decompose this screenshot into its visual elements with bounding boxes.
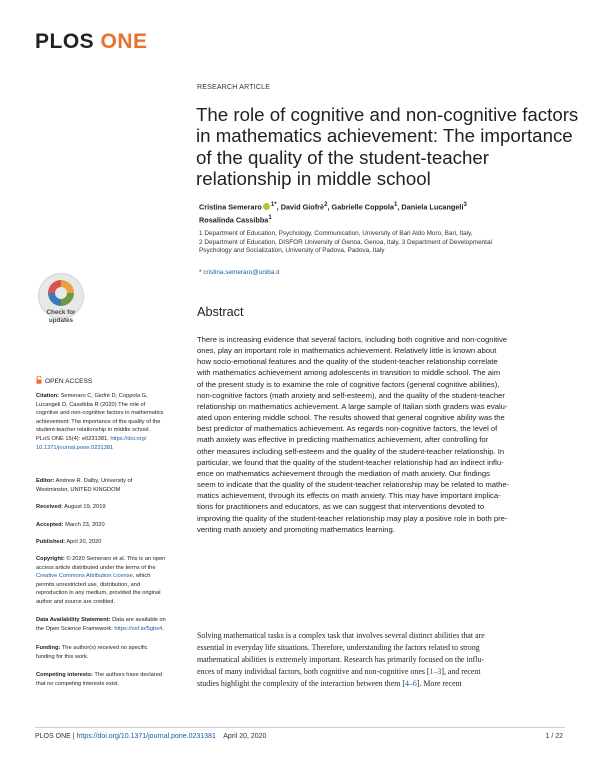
copyright-block	[36, 555, 166, 607]
article-type: RESEARCH ARTICLE	[197, 84, 271, 91]
abstract-line: ated upon entering middle school. The results showed that general cognitive ability was the	[197, 413, 505, 423]
competing-interests-block	[36, 671, 161, 688]
corresponding-email	[199, 269, 279, 276]
published-date	[36, 538, 161, 547]
body-line: ences of many individual factors, both cognitive and non-cognitive ones [	[197, 667, 430, 677]
received-date	[36, 503, 161, 512]
author-aff-sup: 1	[268, 214, 272, 222]
citation-text: Lucangeli D, Cassibba R (2020) The role of	[36, 401, 146, 408]
author-name[interactable]: Cristina Semeraro	[199, 202, 262, 212]
published-value: April 20, 2020	[65, 539, 102, 545]
received-value: August 19, 2019	[62, 504, 106, 510]
body-line: mathematical abilities is extremely important. Research has primarily focused on the influ-	[197, 655, 485, 665]
check-updates-line: updates	[48, 316, 74, 324]
abstract-line: non-cognitive factors (math anxiety and self-esteem), and the quality of the student-teacher	[197, 390, 505, 400]
copyright-text: © 2020 Semeraro et al. This is an open	[64, 556, 166, 562]
citation-doi-link[interactable]: https://doi.org/	[110, 435, 147, 442]
body-line: studies highlight the complexity of the interaction between them [	[197, 679, 405, 689]
open-access-label: OPEN ACCESS	[45, 378, 93, 385]
copyright-text: author and source are credited.	[36, 598, 116, 605]
reference-link[interactable]: 1–3	[429, 667, 442, 677]
osf-link[interactable]: https://osf.io/5gbs4	[114, 625, 163, 632]
editor-text: Andrew R. Dalby, University of	[54, 478, 133, 484]
abstract-line: particular, we found that the quality of the student-teacher relationship had an indirect influ-	[197, 457, 504, 467]
abstract-line: how socio-emotional features and the quality of the student-teacher relationship correlate	[197, 357, 498, 367]
check-updates-label	[35, 309, 87, 324]
accepted-label: Accepted:	[36, 522, 64, 528]
citation-doi-link[interactable]: 10.1371/journal.pone.0231381	[36, 444, 114, 451]
editor-block	[36, 477, 161, 494]
author-name[interactable]: , Gabrielle Coppola	[327, 202, 394, 212]
copyright-label: Copyright:	[36, 556, 65, 562]
affiliation-line: Psychology and Socialization, University of Padova, Padova, Italy	[199, 247, 385, 254]
title-line: The role of cognitive and non-cognitive factors	[196, 104, 579, 125]
author-name[interactable]: , David Giofrè	[276, 202, 325, 212]
abstract-body	[197, 334, 589, 535]
footer-separator: |	[70, 733, 77, 740]
abstract-line: ence on mathematics achievement through the mediation of math anxiety. Our findings	[197, 468, 490, 478]
competing-interests-text: The authors have declared	[92, 672, 163, 678]
citation-text: student-teacher relationship in middle school.	[36, 427, 151, 434]
copyright-text: permits unrestricted use, distribution, and	[36, 581, 141, 588]
author-name[interactable]: , Daniela Lucangeli	[397, 202, 464, 212]
abstract-line: with mathematics achievement among adolescents in transition to middle school. The aim	[197, 368, 501, 378]
body-paragraph	[197, 630, 589, 690]
corresponding-marker: *	[274, 201, 277, 208]
published-label: Published:	[36, 539, 66, 545]
open-lock-icon	[36, 376, 42, 384]
author-aff-sup: 1	[393, 201, 398, 208]
orcid-icon[interactable]	[263, 203, 270, 210]
abstract-line: ones, play an important role in mathematics achievement. Relatively little is known about	[197, 346, 497, 356]
author-name[interactable]: Rosalinda Cassibba	[199, 215, 269, 225]
abstract-line: math anxiety was effective in predicting mathematics achievement, after controlling for	[197, 435, 489, 445]
footer-divider	[35, 727, 565, 728]
body-line: essential in everyday life situations. Therefore, understanding the factors related to strong	[197, 643, 480, 653]
citation-block	[36, 392, 164, 452]
author-aff-sup: 3	[463, 201, 467, 208]
abstract-line: other measures including self-esteem and the quality of the student-teacher relationship. In	[197, 446, 505, 456]
abstract-line: matics achievement, through its effects on math anxiety. This may have important implica-	[197, 491, 501, 501]
corresponding-marker: *	[199, 269, 202, 276]
author-list	[199, 199, 467, 226]
page-footer	[35, 733, 266, 740]
abstract-line: venting math anxiety and promoting mathematics learning.	[197, 524, 395, 534]
page-number: 1 / 22	[545, 733, 563, 740]
affiliations	[199, 230, 589, 256]
abstract-line: relationship on mathematics achievement. A large sample of Italian sixth graders was evalu-	[197, 401, 508, 411]
editor-label: Editor:	[36, 478, 55, 484]
editor-text: Westminster, UNITED KINGDOM	[36, 486, 121, 493]
affiliation-line: 2 Department of Education, DISFOR University of Genoa, Genoa, Italy, 3 Department of Developmental	[199, 238, 492, 246]
competing-interests-label: Competing interests:	[36, 672, 93, 678]
copyright-text: access article distributed under the terms of the	[36, 564, 156, 571]
abstract-line: tions for practitioners and educators, as we can suggest that interventions devoted to	[197, 502, 485, 512]
title-line: of the quality of the student-teacher	[196, 146, 489, 168]
data-availability-text: Data are available on	[110, 617, 166, 623]
citation-text: PLoS ONE 15(4): e0231381.	[36, 435, 111, 442]
logo-plos: PLOS	[35, 30, 95, 53]
author-aff-sup: 1	[270, 201, 275, 208]
funding-label: Funding:	[36, 645, 61, 651]
abstract-heading: Abstract	[197, 305, 244, 319]
title-line: in mathematics achievement: The importance	[196, 125, 573, 147]
email-link[interactable]: cristina.semeraro@uniba.it	[203, 269, 280, 276]
title-line: relationship in middle school	[196, 167, 431, 189]
abstract-line: There is increasing evidence that several factors, including both cognitive and non-cognitive	[197, 335, 508, 344]
footer-date: April 20, 2020	[215, 733, 267, 740]
open-access-badge	[36, 376, 92, 385]
accepted-value: March 23, 2020	[63, 522, 105, 528]
citation-text: Semeraro C, Giofrè D, Coppola G,	[59, 393, 148, 399]
body-line: ], and recent	[441, 667, 481, 677]
check-updates-line: Check for	[46, 309, 76, 316]
reference-link[interactable]: 4–6	[404, 679, 417, 689]
copyright-text: , which	[132, 573, 151, 580]
funding-text: funding for this work.	[36, 653, 89, 660]
citation-text: achievement: The importance of the quality of the	[36, 418, 161, 425]
data-availability-text: .	[162, 625, 164, 632]
license-link[interactable]: Creative Commons Attribution License	[36, 573, 133, 580]
copyright-text: reproduction in any medium, provided the original	[36, 590, 161, 597]
funding-text: The author(s) received no specific	[60, 645, 148, 651]
received-label: Received:	[36, 504, 63, 510]
footer-journal: PLOS ONE	[35, 733, 71, 740]
author-aff-sup: 2	[324, 201, 328, 208]
body-line: Solving mathematical tasks is a complex task that involves several distinct abilities that are	[197, 631, 485, 640]
footer-doi-link[interactable]: https://doi.org/10.1371/journal.pone.0231381	[76, 733, 216, 740]
logo-one: ONE	[100, 30, 148, 53]
data-availability-block	[36, 616, 166, 633]
data-availability-text: the Open Science Framework:	[36, 625, 115, 632]
citation-text: cognitive and non-cognitive factors in mathematics	[36, 410, 164, 417]
check-for-updates-badge[interactable]	[37, 273, 85, 337]
article-title	[196, 104, 579, 189]
accepted-date	[36, 521, 161, 530]
citation-label: Citation:	[36, 393, 60, 399]
affiliation-line: 1 Department of Education, Psychology, Communication, University of Bari Aldo Moro, Bari, Italy,	[199, 230, 473, 237]
abstract-line: improving the quality of the student-teacher relationship may play a positive role in both pre-	[197, 513, 508, 523]
abstract-line: best predictor of mathematics achievement. As regards non-cognitive factors, the level of	[197, 424, 498, 434]
abstract-line: seem to indicate that the quality of the student-teacher relationship may be related to mathe-	[197, 480, 510, 490]
abstract-line: of the present study is to examine the role of cognitive factors (general cognitive abilities),	[197, 379, 500, 389]
data-availability-label: Data Availability Statement:	[36, 617, 111, 623]
competing-interests-text: that no competing interests exist.	[36, 680, 120, 687]
journal-logo	[35, 30, 148, 54]
funding-block	[36, 644, 161, 661]
body-line: ]. More recent	[416, 679, 462, 689]
